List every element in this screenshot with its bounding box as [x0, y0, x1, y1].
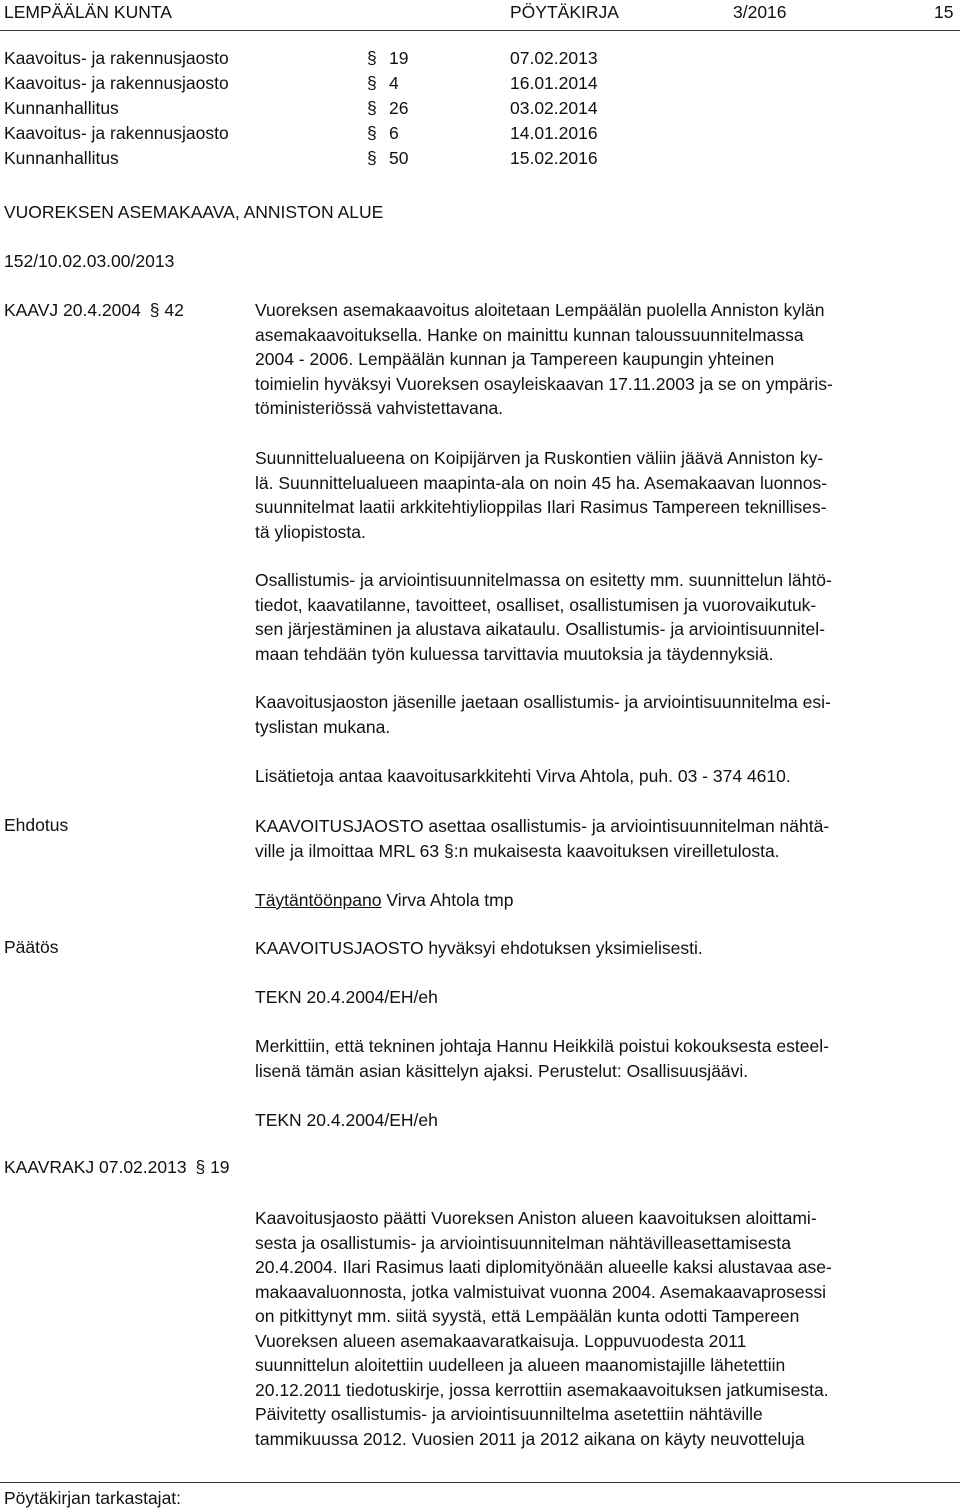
text-line: Vuoreksen alueen asemakaavaratkaisuja. Loppuvuodesta 2011: [255, 1330, 747, 1351]
text-line: KAAVOITUSJAOSTO hyväksyi ehdotuksen yksimielisesti.: [255, 938, 703, 958]
section-symbol: §: [367, 148, 377, 168]
header-page-number: 15: [934, 2, 954, 22]
history-body: Kunnanhallitus: [4, 98, 119, 118]
ehdotus-text: [255, 814, 955, 863]
text-line: Kaavoitusjaosto päätti Vuoreksen Aniston alueen kaavoituksen aloittami-: [255, 1208, 817, 1228]
text-line: Kaavoitusjaoston jäsenille jaetaan osallistumis- ja arviointisuunnitelma esi-: [255, 692, 831, 712]
ehdotus-label: Ehdotus: [4, 815, 69, 835]
section-symbol: §: [149, 300, 160, 320]
text-line: 20.4.2004. Ilari Rasimus laati diplomityönään alueelle kaksi alustavaa ase-: [255, 1257, 832, 1277]
execution-line: [255, 888, 955, 913]
text-line: toimielin hyväksyi Vuoreksen osayleiskaavan 17.11.2003 ja se on ympäris-: [255, 373, 833, 394]
text-line: on pitkittynyt mm. siitä syystä, että Lempäälän kunta odotti Tampereen: [255, 1306, 800, 1326]
text-line: maan tehdään työn kuluessa tarvittavia muutoksia ja täydennyksiä.: [255, 643, 774, 664]
history-body: Kaavoitus- ja rakennusjaosto: [4, 123, 229, 143]
text-line: tyslistan mukana.: [255, 716, 391, 737]
text-line: TEKN 20.4.2004/EH/eh: [255, 1110, 438, 1130]
history-section: 50: [389, 148, 409, 168]
kaavj-paragraph-3: [255, 568, 955, 666]
text-line: TEKN 20.4.2004/EH/eh: [255, 987, 438, 1007]
section-symbol: §: [195, 1157, 206, 1177]
text-line: sesta ja osallistumis- ja arviointisuunnitelman nähtävilleasettamisesta: [255, 1232, 791, 1253]
header-doc-number: 3/2016: [733, 2, 787, 22]
paatos-tekn-1: [255, 985, 955, 1010]
kaavj-date: KAAVJ 20.4.2004: [4, 300, 141, 320]
text-line: asemakaavoituksella. Hanke on mainittu kunnan taloussuunnitelmassa: [255, 324, 804, 345]
history-date: 14.01.2016: [510, 123, 598, 143]
kaavj-section: 42: [164, 300, 184, 320]
text-line: 20.12.2011 tiedotuskirje, jossa kerrottiin asemakaavoituksen jatkumisesta.: [255, 1379, 829, 1400]
paatos-tekn-2: [255, 1108, 955, 1133]
kaavrakj-label: [4, 1157, 230, 1178]
text-line: Osallistumis- ja arviointisuunnitelmassa on esitetty mm. suunnittelun lähtö-: [255, 570, 832, 590]
kaavj-paragraph-4: [255, 690, 955, 739]
history-date: 03.02.2014: [510, 98, 598, 118]
history-date: 15.02.2016: [510, 148, 598, 168]
execution-label: Täytäntöönpano: [255, 890, 382, 910]
text-line: suunnitelmat laatii arkkitehtiylioppilas Ilari Rasimus Tampereen teknillises-: [255, 497, 827, 517]
paatos-label: Päätös: [4, 937, 59, 957]
history-section: 26: [389, 98, 409, 118]
footer-reviewers-label: Pöytäkirjan tarkastajat:: [4, 1488, 182, 1508]
footer-divider: [0, 1482, 960, 1483]
kaavj-paragraph-2: [255, 446, 955, 544]
text-line: tä yliopistosta.: [255, 521, 366, 542]
document-title: VUOREKSEN ASEMAKAAVA, ANNISTON ALUE: [4, 202, 384, 222]
text-line: Suunnittelualueena on Koipijärven ja Ruskontien väliin jäävä Anniston ky-: [255, 448, 824, 468]
text-line: Merkittiin, että tekninen johtaja Hannu Heikkilä poistui kokouksesta esteel-: [255, 1036, 829, 1056]
header-municipality: LEMPÄÄLÄN KUNTA: [4, 2, 172, 22]
text-line: Lisätietoja antaa kaavoitusarkkitehti Virva Ahtola, puh. 03 - 374 4610.: [255, 766, 791, 786]
text-line: tiedot, kaavatilanne, tavoitteet, osalliset, osallistumisen ja vuorovaikutuk-: [255, 594, 817, 615]
text-line: Vuoreksen asemakaavoitus aloitetaan Lempäälän puolella Anniston kylän: [255, 300, 825, 320]
history-section: 6: [389, 123, 399, 143]
paatos-note: [255, 1034, 955, 1083]
kaavj-paragraph-1: [255, 298, 955, 421]
kaavrakj-date: KAAVRAKJ 07.02.2013: [4, 1157, 187, 1177]
section-symbol: §: [367, 123, 377, 143]
history-date: 07.02.2013: [510, 48, 598, 68]
text-line: tammikuussa 2012. Vuosien 2011 ja 2012 aikana on käyty neuvotteluja: [255, 1428, 805, 1449]
text-line: makaavaluonnosta, jotka valmistuivat vuonna 2004. Asemakaavaprosessi: [255, 1281, 827, 1302]
text-line: 2004 - 2006. Lempäälän kunnan ja Tampereen kaupungin yhteinen: [255, 349, 775, 369]
paatos-decision: [255, 936, 955, 961]
history-body: Kunnanhallitus: [4, 148, 119, 168]
text-line: lisenä tämän asian käsittelyn ajaksi. Perustelut: Osallisuusjäävi.: [255, 1060, 749, 1081]
history-date: 16.01.2014: [510, 73, 598, 93]
section-symbol: §: [367, 73, 377, 93]
header-doc-type: PÖYTÄKIRJA: [510, 2, 619, 22]
text-line: KAAVOITUSJAOSTO asettaa osallistumis- ja arviointisuunnitelman nähtä-: [255, 816, 830, 836]
kaavj-label: [4, 300, 184, 321]
kaavrakj-text: [255, 1206, 955, 1451]
header-divider: [0, 30, 960, 31]
case-number: 152/10.02.03.00/2013: [4, 251, 175, 271]
text-line: Päivitetty osallistumis- ja arviointisuunniltelma asetettiin nähtäville: [255, 1404, 763, 1424]
section-symbol: §: [367, 48, 377, 68]
section-symbol: §: [367, 98, 377, 118]
history-section: 4: [389, 73, 399, 93]
text-line: suunnittelun aloitettiin uudelleen ja alueen maanomistajille lähetettiin: [255, 1355, 786, 1375]
kaavj-paragraph-5: [255, 764, 955, 789]
history-section: 19: [389, 48, 409, 68]
history-body: Kaavoitus- ja rakennusjaosto: [4, 48, 229, 68]
text-line: sen järjestäminen ja alustava aikataulu. Osallistumis- ja arviointisuunnitel-: [255, 619, 825, 639]
text-line: töministeriössä vahvistettavana.: [255, 398, 504, 418]
execution-value: Virva Ahtola tmp: [381, 890, 514, 910]
kaavrakj-section: 19: [210, 1157, 230, 1177]
history-body: Kaavoitus- ja rakennusjaosto: [4, 73, 229, 93]
text-line: ville ja ilmoittaa MRL 63 §:n mukaisesta kaavoituksen vireilletulosta.: [255, 840, 780, 861]
text-line: lä. Suunnittelualueen maapinta-ala on noin 45 ha. Asemakaavan luonnos-: [255, 472, 828, 493]
